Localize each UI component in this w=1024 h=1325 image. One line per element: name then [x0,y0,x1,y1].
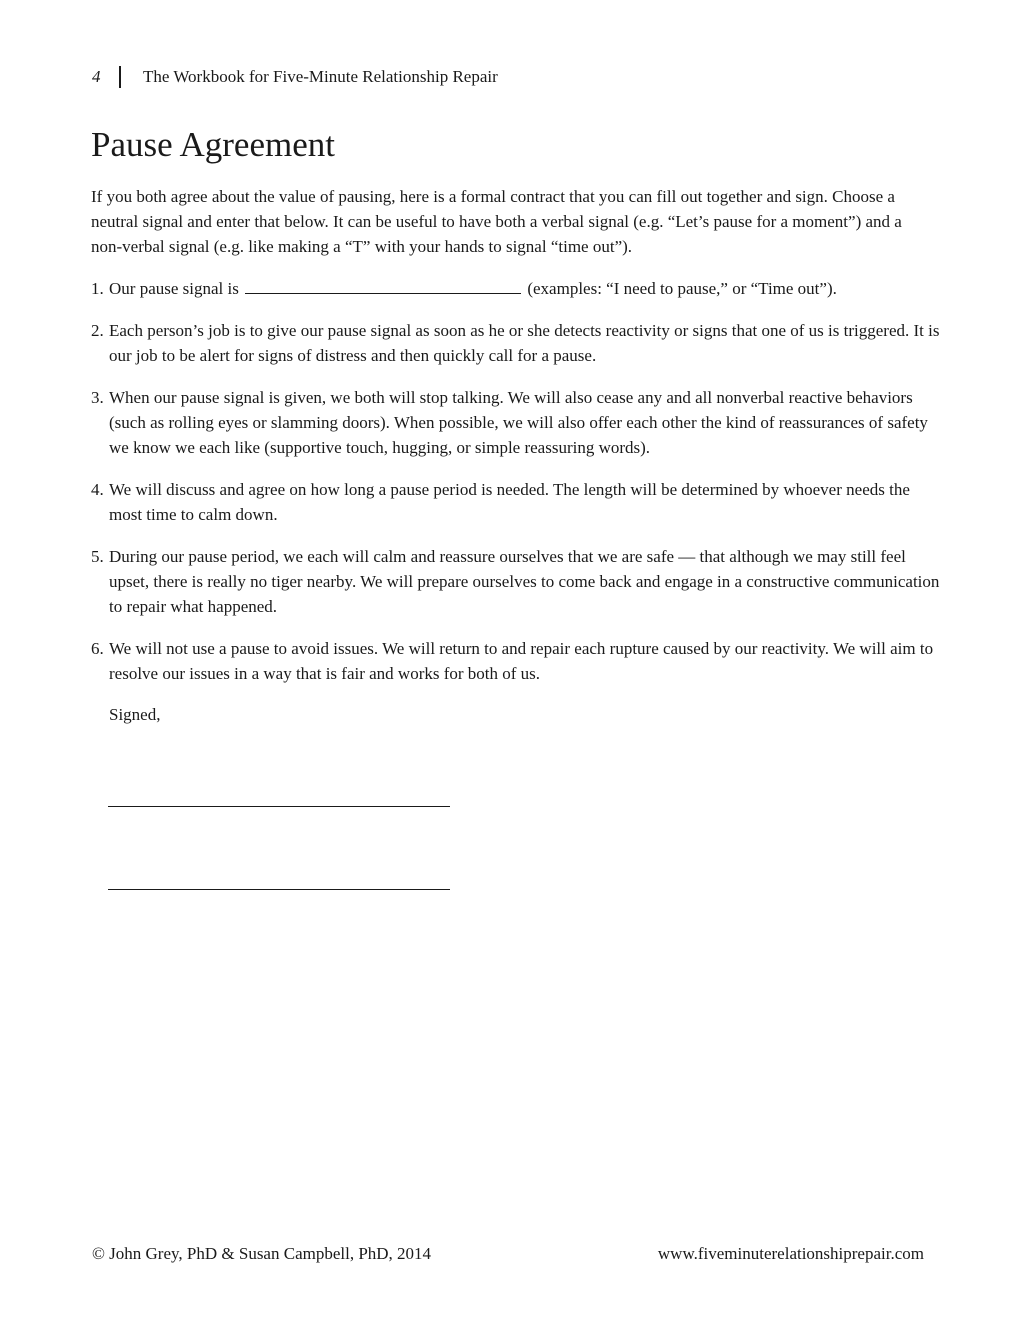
signature-line-2[interactable] [108,889,450,890]
item-number: 4. [91,480,104,499]
signature-line-1[interactable] [108,806,450,807]
footer-website: www.fiveminuterelationshiprepair.com [657,1244,924,1263]
page-title: Pause Agreement [91,125,335,164]
item-text: During our pause period, we each will calm and reassure ourselves that we are safe — that although we may still feel upset, there is really no tiger nearby. We will prepare ourselves to come back and engage in a constructive communication to repair what happened. [109,547,940,616]
intro-paragraph: If you both agree about the value of pausing, here is a formal contract that you can fill out together and sign. Choose a neutral signal and enter that below. It can be useful to have both a verbal signal (e.g. “Let’s pause for a moment”) and a non-verbal signal (e.g. like making a “T” with your hands to signal “time out”). [91,187,902,256]
item-text: (examples: “I need to pause,” or “Time out”). [527,279,837,298]
header-divider [119,66,121,88]
item-number: 1. [91,279,104,298]
page-number: 4 [92,67,101,86]
signed-label: Signed, [109,705,161,724]
footer-copyright: © John Grey, PhD & Susan Campbell, PhD, 2014 [92,1244,432,1263]
agreement-item [91,318,946,368]
agreement-item [91,276,946,301]
item-text: We will discuss and agree on how long a pause period is needed. The length will be determined by whoever needs the most time to calm down. [109,480,910,524]
item-text: When our pause signal is given, we both will stop talking. We will also cease any and all nonverbal reactive behaviors (such as rolling eyes or slamming doors). When possible, we will also offer each other the kind of reassurances of safety we know we each like (supportive touch, hugging, or simple reassuring words). [109,388,928,457]
agreement-list [91,276,946,703]
item-text: We will not use a pause to avoid issues. We will return to and repair each rupture caused by our reactivity. We will aim to resolve our issues in a way that is fair and works for both of us. [109,639,934,683]
item-text: Each person’s job is to give our pause signal as soon as he or she detects reactivity or signs that one of us is triggered. It is our job to be alert for signs of distress and then quickly call for a pause. [109,321,940,365]
item-number: 3. [91,388,104,407]
agreement-item [91,477,946,527]
pause-signal-blank-field[interactable] [245,276,521,294]
book-title: The Workbook for Five-Minute Relationship Repair [143,67,498,86]
item-number: 2. [91,321,104,340]
item-text: Our pause signal is [109,279,239,298]
agreement-item [91,636,946,686]
item-number: 6. [91,639,104,658]
item-number: 5. [91,547,104,566]
running-header [92,66,498,88]
agreement-item [91,544,946,619]
agreement-item [91,385,946,460]
